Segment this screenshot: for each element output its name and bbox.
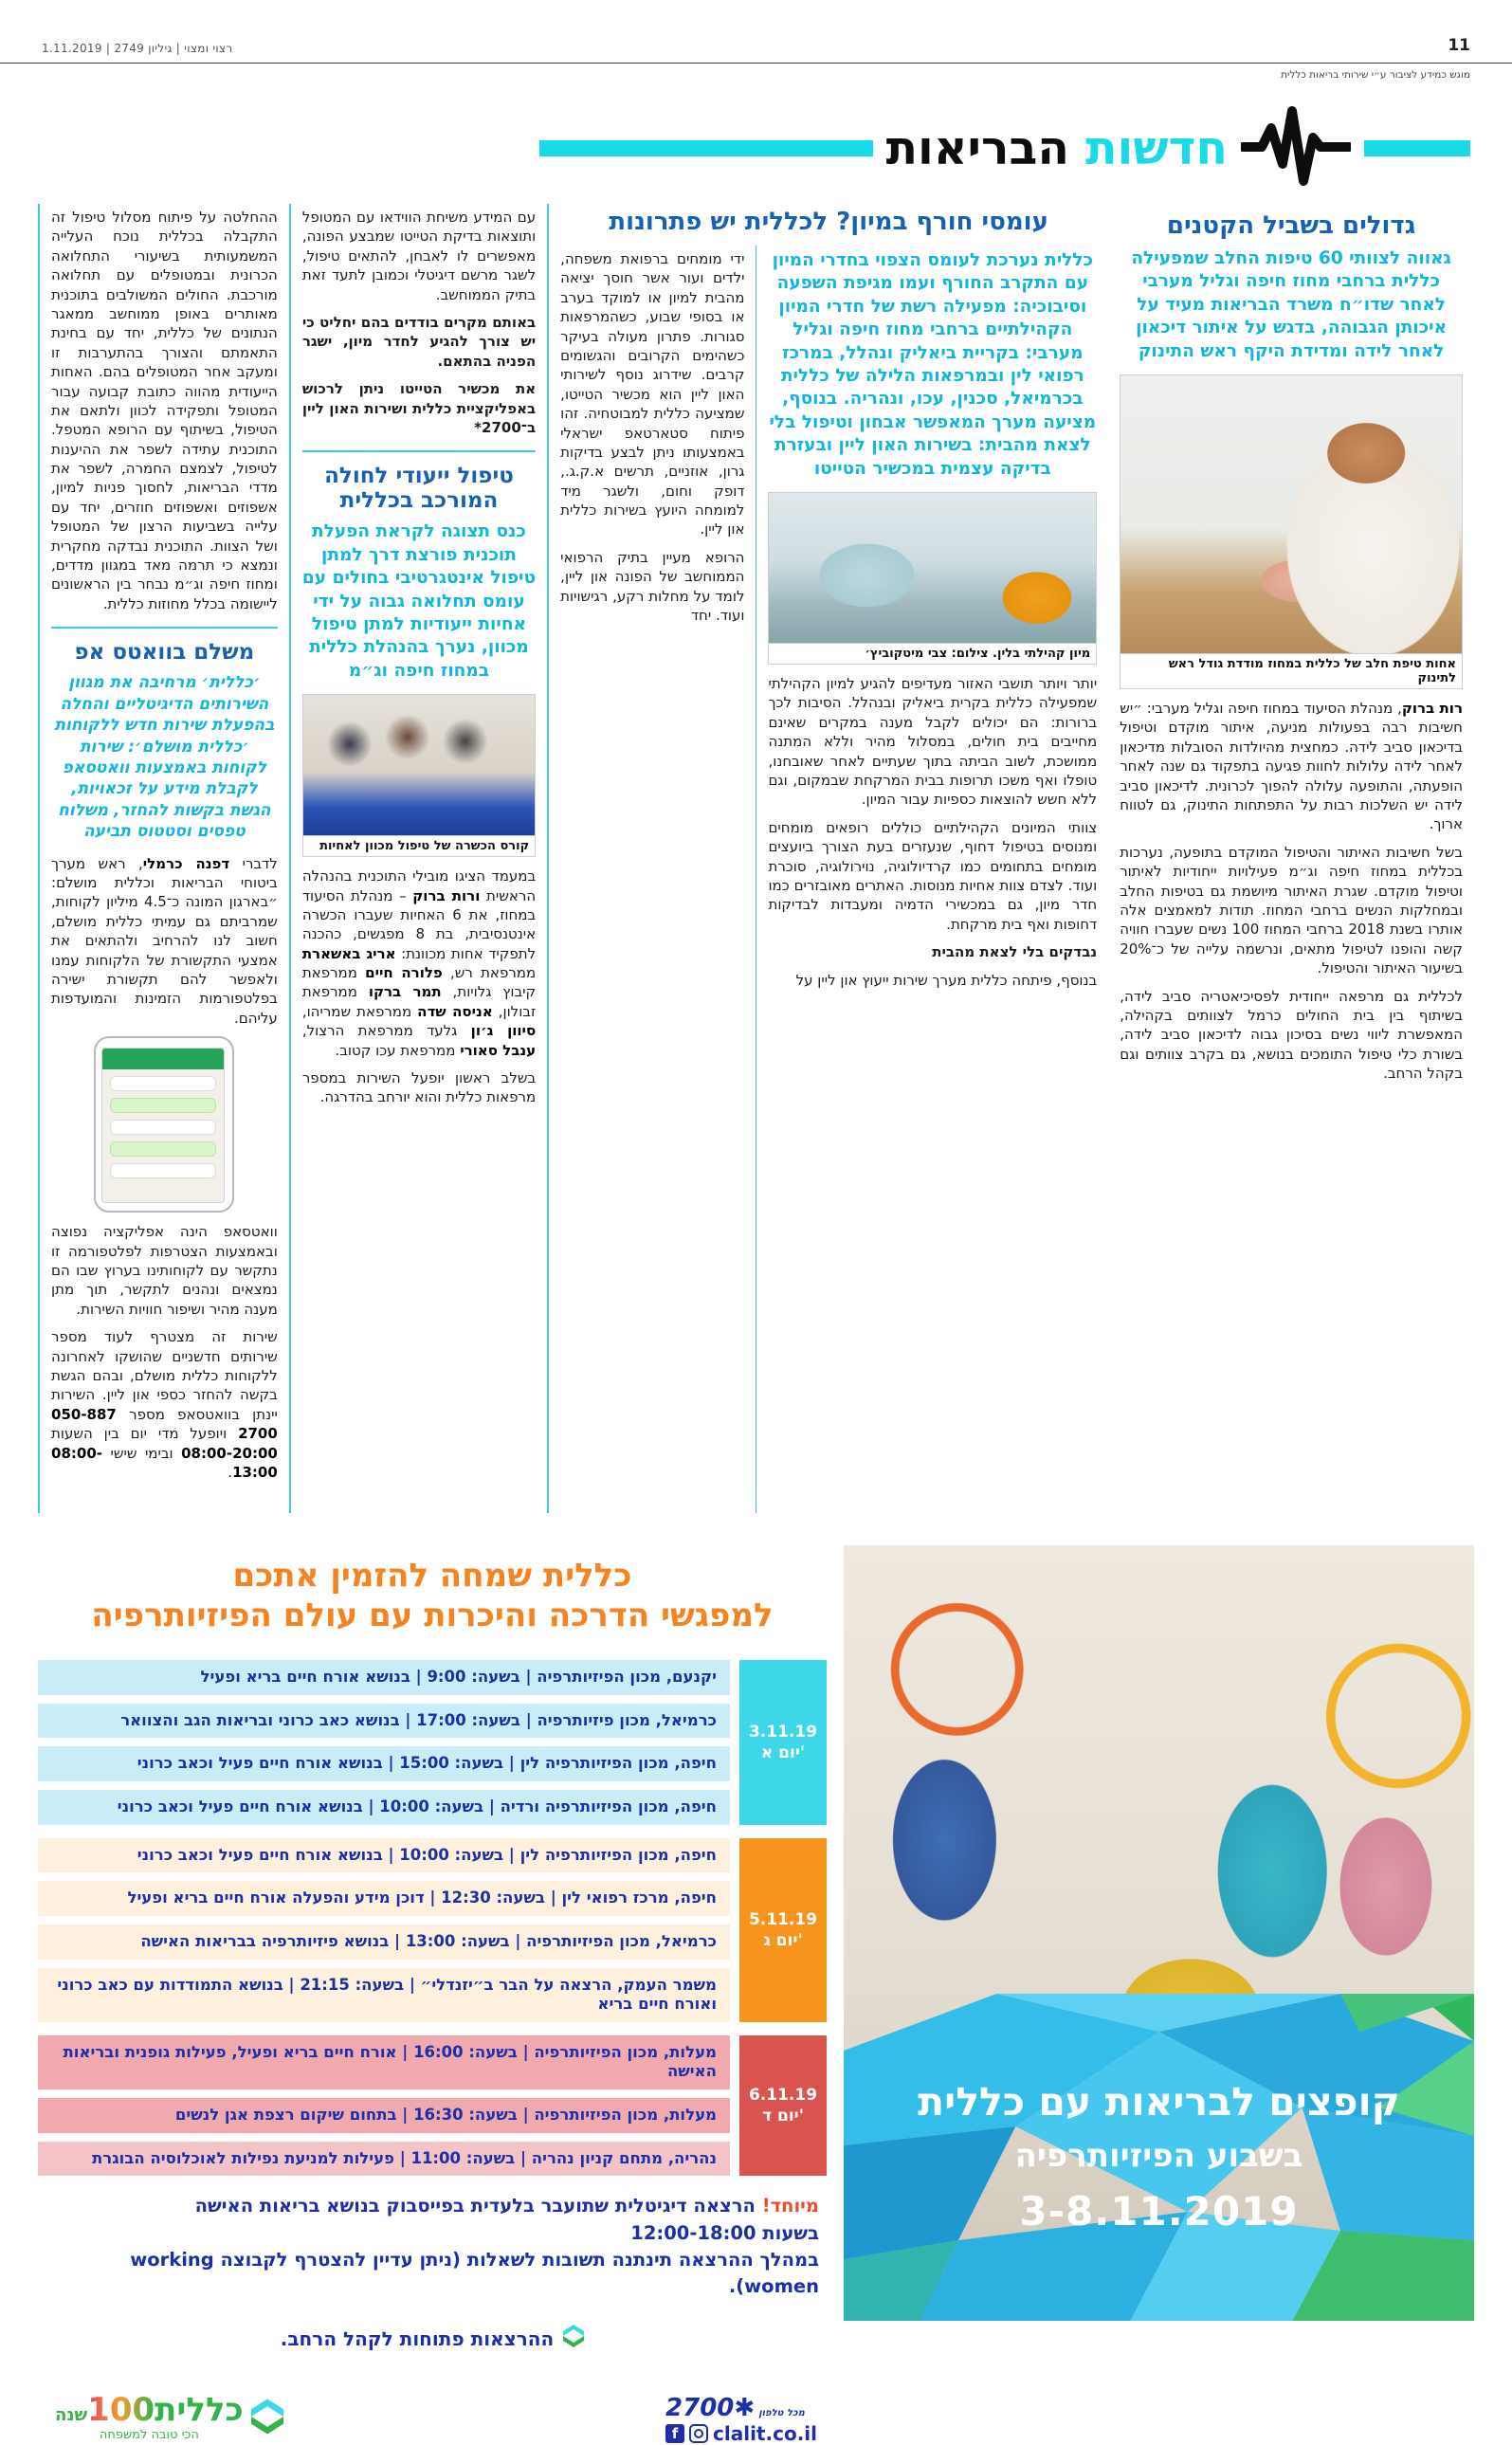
article-paragraph: יותר ויותר תושבי האזור מעדיפים להגיע למיון הקהילתי שמפעילה כללית בקרית ביאליק ובנהלל. הסיבות לכך ברורות: הם יכולים לקבל מענה במקרים שאינם מחייבים בית חולים, במסלול מהיר וללא המתנה ממושכת, לשוב הביתה בתוך שעתיים לאחר שאובחנו, טופלו ואף משכו תרופות בבית המרקחת שבמקום, וגם ללא חשש להוצאות כספיות עבור המיון. [768,675,1098,809]
section-title [885,120,1228,175]
article-divider [302,450,536,452]
schedule-row: נהריה, מתחם קניון נהריה | בשעה: 11:00 | פעילות למניעת נפילות לאוכלוסיה הבוגרת [38,2142,730,2177]
logo-100: 100 [87,2391,155,2430]
schedule-row: מעלות, מכון הפיזיותרפיה | בשעה: 16:30 | בתחום שיקום רצפת אגן לנשים [38,2098,730,2133]
winter-er-col-right [756,246,1108,1513]
article-headline: עומסי חורף במיון? לכללית יש פתרונות [609,208,1048,236]
tyto-purchase-note: את מכשיר הטייטו ניתן לרכוש באפליקציית כללית ושירות האון ליין ב־2700* [301,380,537,436]
weekday: יום ד' [762,2107,804,2126]
schedule-day-group [38,1838,827,2022]
promo-title-line1: כללית שמחה להזמין אתכם [232,1557,632,1596]
article-paragraph: ידי מומחים ברפואת משפחה, ילדים ועור אשר חוסך יציאה מהבית למיון או למוקד בערב או בסופי שבוע, כשהמרפאות סגורות. פתרון מעולה בעיקר כשהימים הקרובים והגשומים קרבים. שידרוג נוסף לשירותי האון ליין הוא מכשיר הטייטו, שמציעה כללית למבוטחיה. זהו פיתוח סטארטאפ ישראלי באמצעותו ניתן לבצע בדיקות גרון, אוזניים, תרשים א.ק.ג., דופק וחום, ולשגר מיד למומחה היועץ בשירות כללית און ליין. [560,250,745,538]
article-paragraph: במעמד הציגו מובילי התוכנית בהנהלה הראשית ורות ברוק – מנהלת הסיעוד במחוז, את 6 האחיות שעברו הכשרה אינטנסיבית, בת 8 מפגשים, כהכנה לתפקיד אחות מכוונת: אריג באשארת ממרפאת רש, פלורה חיים ממרפאת קיבוץ גלויות, תמר ברקו ממרפאת זבולון, אניסה שדה ממרפאת שמריהו, סיוון ג׳ון גלעד ממרפאת הרצול, ענבל סאורי ממרפאת עכו קטוב. [301,867,537,1059]
article-paragraph: שירות זה מצטרף לעוד מספר שירותים חדשניים שהושקו לאחרונה ללקוחות כללית מושלם, ובהם הגשת בקשה להחזר כספי און ליין. השירות יינתן בוואטסאפ מספר 050-887 2700 ויופעל מדי יום בין השעות 08:00-20:00 ובימי שישי 08:00-13:00. [51,1328,278,1481]
open-note-text: ההרצאות פתוחות לקהל הרחב. [280,2326,555,2350]
article-paragraph: לכללית גם מרפאה ייחודית לפסיכיאטריה סביב לידה, בשיתוף בין בית החולים כרמל לצוותים בקהילה, המאפשרת ליווי נשים בסיכון גבוה לדיכאון סביב לידה, בשורת כלי טיפול התומכים בנושא, גם בקרב צוותים וגם בקהל הרחב. [1120,987,1463,1083]
phone-note: מכל טלפון [758,2408,805,2419]
promo-title-line2: למפגשי הדרכה והיכרות עם עולם הפיזיותרפיה [91,1596,774,1634]
footer-logos [55,2391,817,2445]
article-dedicated-care [289,204,547,1513]
article-headline: טיפול ייעודי לחולה המורכב בכללית [324,464,514,514]
edition-info: רצוי ומצוי | גיליון 2749 | 1.11.2019 [42,42,233,55]
weekday: יום ג' [763,1930,803,1950]
schedule-day-group [38,1660,827,1825]
page-number: 11 [1448,36,1470,55]
clalit-wordmark: כללית100שנה [55,2391,244,2430]
logo-tagline: הכי טובה למשפחה [99,2428,199,2443]
section-masthead [42,105,1470,191]
logo-year-word: שנה [55,2405,88,2426]
physiotherapy-photo [844,1545,1474,2321]
section-title-main: הבריאות [885,120,1070,175]
page-header [0,0,1512,64]
schedule-row: חיפה, מרכז רפואי לין | בשעה: 12:30 | דוכן מידע והפעלה אורח חיים בריא ופעיל [38,1881,730,1916]
article-paragraph: בשלב ראשון יופעל השירות במספר מרפאות כללית והוא יורחב בהדרגה. [301,1069,537,1106]
public-info-disclaimer: מוגש כמידע לציבור ע״י שירותי בריאות כללית [1281,69,1470,81]
facebook-icon[interactable]: f [665,2424,684,2443]
schedule-day-group [38,2035,827,2177]
date-badge [739,1660,827,1825]
date: 5.11.19 [748,1909,818,1929]
article-paragraph: בנוסף, פיתחה כללית מערך שירות ייעוץ און ליין על [795,971,1098,989]
chat-bubble [110,1076,216,1091]
special-note: במהלך ההרצאה תינתנה תשובות לשאלות (ניתן עדיין להצטרף לקבוצה working women). [130,2248,819,2298]
heartbeat-icon [1241,105,1351,191]
schedule-row: כרמיאל, מכון הפיזיותרפיה | בשעה: 13:00 | בנושא פיזיותרפיה בבריאות האישה [38,1925,730,1960]
special-line: מיוחד! הרצאה דיגיטלית שתועבר בלעדית בפייסבוק בנושא בריאות האישה [194,2195,819,2217]
overlay-line2: בשבוע הפיזיותרפיה [1014,2136,1303,2175]
phone-mockup [94,1036,234,1213]
article-subheading: נבדקים בלי לצאת מהבית [932,943,1098,961]
promo-overlay [844,1994,1474,2321]
schedule-row: יקנעם, מכון הפיזיותרפיה | בשעה: 9:00 | בנושא אורח חיים בריא ופעיל [38,1660,730,1695]
schedule-row: מעלות, מכון הפיזיותרפיה | בשעה: 16:00 | אורח חיים בריא ופעיל, פעילות גופנית ובריאות האישה [38,2035,730,2089]
date: 6.11.19 [748,2086,818,2106]
whatsapp-header [102,1049,224,1069]
articles-section [38,204,1474,1513]
weekday: יום א' [760,1743,806,1762]
article-subhead: ׳כללית׳ מרחיבה את מגוון השירותים הדיגיטליים והחלה בהפעלת שירות חדש ללקוחות ׳כללית מושלם׳: שירות לקוחות באמצעות וואטסאפ לקבלת מידע על זכאויות, הגשת בקשות להחזר, משלוח טפסים וסטטוס תביעה [54,673,275,842]
physiotherapy-week-promo [38,1545,1474,2445]
whatsapp-screenshot [51,1036,278,1213]
chat-bubble [110,1141,216,1157]
date: 3.11.19 [748,1722,818,1742]
article-headline: גדולים בשביל הקטנים [1166,211,1416,240]
clalit-100-logo [55,2391,283,2443]
promo-title [38,1557,827,1635]
article-winter-er [547,204,1108,1513]
article-paragraph: ההחלטה על פיתוח מסלול טיפול זה התקבלה בכללית נוכח העלייה המשמעותית בשיעורי התחלואה הכרונית ובמטופלים עם תחלואה מורכבת. החולים המשולבים בתוכנית מאותרים באופן ממוחשב ממאגר הנתונים של כללית, יחד עם בחינת התאמתם והצורך בהתערבות זו ומעקב אחר המטופלים בהם. האחות הייעודית מהווה כתובת קבועה עבור המטופל ותפקידה לכוון ולתאם את הטיפול, בשיתוף עם הרופא המטפל. התוכנית עתידה לשפר את ההיענות לטיפול, לצמצם החמרה, לשפר את מדדי הבריאות, לחסוך פניות למיון, אשפוזים ואשפוזים חוזרים, יחד עם עלייה בשביעות הרצון של המטופל ושל הצוות. התוכנית נבדקה מחקרית ונמצא כי תרמה מאד במגוון מדדים, ומחוז חיפה וג״מ נבחר בין הראשונים ליישומה בכלל מחוזות כללית. [51,209,278,612]
schedule-row: חיפה, מכון הפיזיותרפיה לין | בשעה: 15:00 | בנושא אורח חיים פעיל וכאב כרוני [38,1746,730,1781]
article-paragraph: הרופא מעיין בתיק הרפואי הממוחשב של הפונה און ליין, לומד על מחלות רקע, רגישויות ועוד. יחד [560,548,745,625]
date-badge [739,1838,827,2022]
article-headline: משלם בוואטס אפ [74,640,255,666]
chat-bubble [110,1120,216,1135]
article-subhead: כנס תצוגה לקראת הפעלת תוכנית פורצת דרך למתן טיפול אינטגרטיבי בחולים עם עומס תחלואה גבוה על ידי אחיות ייעודיות למתן טיפול מכוון, נערך בהנהלת כללית במחוז חיפה וג״מ [301,521,537,681]
phone-number[interactable]: מכל טלפון✱2700 [665,2394,805,2423]
promo-content [38,1545,827,2445]
masthead-bar-right [1364,140,1470,156]
article-paragraph: צוותי המיונים הקהילתיים כוללים רופאים מומחים ומנוסים בטיפול דחוף, שנעזרים בעת הצורך ביועצים מומחים בתחומים כמו קרדיולוגיה, נוירולוגיה, סוכרת ועוד. לצדם צוות אחיות מנוסות. האתרים מאובזרים כמו חדר מיון, גם במכשירי הדמיה ומעבדות לבדיקות דחופות ואף בית מרקחת. [768,818,1098,933]
schedule-row: חיפה, מכון הפיזיותרפיה לין | בשעה: 10:00 | בנושא אורח חיים פעיל וכאב כרוני [38,1838,730,1873]
article-grown-for-little [1108,204,1474,1513]
article-lead: לדברי דפנה כרמלי, ראש מערך ביטוחי הבריאות וכללית מושלם: ״בארגון המונה כ־4.5 מיליון לקוחות, שמרביתם גם עמיתי כללית מושלם, חשוב לנו להרחיב ולהתאים את אמצעי התקשורת של הלקוחות עמנו ולאפשר להם תקשורת ישירה בפלטפורמות הזמינות והמועדפות עליהם. [51,854,278,1027]
promo-overlay-text [844,1994,1474,2321]
clalit-star-icon [251,2399,283,2438]
article-subhead: גאווה לצוותי 60 טיפות החלב שמפעילה כללית ברחבי מחוז חיפה וגליל מערבי לאחר שדו״ח משרד הבריאות מעיד על איכותן הגבוהה, בדגש על איתור דיכאון לאחר לידה ומדידת היקף ראש התינוק [1131,248,1451,361]
overlay-line1: קופצים לבריאות עם כללית [918,2078,1400,2125]
article-paragraph-bold: באותם מקרים בודדים בהם יחליט כי יש צורך להגיע לחדר מיון, ישגר הפניה בהתאם. [301,313,537,370]
section-title-accent: חדשות [1085,120,1228,175]
chat-bubble [110,1098,216,1113]
article-subhead: כללית נערכת לעומס הצפוי בחדרי המיון עם התקרב החורף ועמו מגיפת השפעה וסיבוכיה: מפעילה רשת של חדרי המיון הקהילתיים ברחבי מחוז חיפה וגליל מערבי: בקריית ביאליק ונהלל, במרכז רפואי לין ובמרפאות הלילה של כללית בכרמיאל, סכנין, עכו, ונהריה. בנוסף, מציעה מערך המאפשר אבחון וטיפול בלי לצאת מהבית: בשירות האון ליין ובעזרת בדיקה עצמית במכשיר הטייטו [769,250,1097,479]
community-er-photo [768,492,1097,644]
contact-block [665,2394,817,2445]
schedule-row: כרמיאל, מכון פיזיותרפיה | בשעה: 17:00 | בנושא כאב כרוני ובריאות הגב והצוואר [38,1704,730,1739]
baby-checkup-photo [1120,374,1463,654]
article-paragraph: וואטסאפ הינה אפליקציה נפוצה ובאמצעות הצטרפות לפלטפורמה זו נתקשר עם לקוחותינו בערוץ שבו הם נמצאים ונהנים לתקשר, תוך מתן מענה מהיר ושיפור חוויות השירות. [51,1223,278,1318]
clalit-mark-icon [563,2325,584,2352]
instagram-icon[interactable] [689,2424,708,2443]
chat-bubble [110,1163,216,1178]
schedule-row: משמר העמק, הרצאה על הבר ב״יזנדלי״ | בשעה: 21:15 | בנושא התמודדות עם כאב כרוני ואורח חיים בריא [38,1968,730,2022]
article-divider [51,627,278,629]
photo-caption: קורס הכשרה של טיפול מכוון לאחיות [302,836,536,857]
date-badge [739,2035,827,2177]
article-lead: רות ברוק, מנהלת הסיעוד במחוז חיפה וגליל מערבי: ״יש חשיבות רבה בפעולות מניעה, איתור מוקדם וטיפול בדיכאון סביב לידה. כמחצית מהיולדות הסובלות מדיכאון לאחר לידה עלולות לחוות פגיעה בתפקוד גם שנה לאחר הופעתה, והתופעה עלולה להפוך לכרונית. לדיכאון סביב לידה יש השלכות רבות על התפתחות התינוק, גם לטווח ארוך. [1120,700,1463,833]
schedule-row: חיפה, מכון הפיזיותרפיה ורדיה | בשעה: 10:00 | בנושא אורח חיים פעיל וכאב כרוני [38,1790,730,1825]
masthead-bar-left [539,140,873,156]
special-hours: בשעות 12:00-18:00 [630,2221,819,2244]
winter-er-col-left [549,246,756,1513]
article-paragraph: בשל חשיבות האיתור והטיפול המוקדם בתופעה, נערכות בכללית במחוז חיפה וג״מ פעילויות ייחודיות לאיתור וטיפול מוקדם. שגרת האיתור מיושמת גם בטיפות החלב ובמחלקות הנשים ברחבי המחוז. תודות למאמצים אלה אותרו בשנת 2018 ברחבי המחוז 100 נשים שעברו חוויה קשה והופנו לטיפול מתאים, ונרשמה עלייה של כ־20% בשיעור האיתור והטיפול. [1120,843,1463,977]
special-digital-lecture [38,2193,819,2300]
nurses-group-photo [302,694,536,836]
article-paragraph: עם המידע משיחת הווידאו עם המטופל ותוצאות בדיקת הטייטו שמבצע הפונה, מאפשרים לו לאבחן, להתאים טיפול, לשגר מרשם דיגיטלי וכמובן לתעד זאת בתיק הממוחשב. [301,209,537,303]
open-to-public-note [38,2325,827,2352]
website-link[interactable]: clalit.co.il [713,2422,817,2445]
photo-caption: אחות טיפת חלב של כללית במחוז מודדת גודל ראש לתינוק [1120,654,1463,689]
article-whatsapp-pay [38,204,289,1513]
photo-caption: מיון קהילתי בלין. צילום: צבי מיטקוביץ׳ [768,644,1097,665]
overlay-dates: 3-8.11.2019 [1019,2187,1299,2235]
